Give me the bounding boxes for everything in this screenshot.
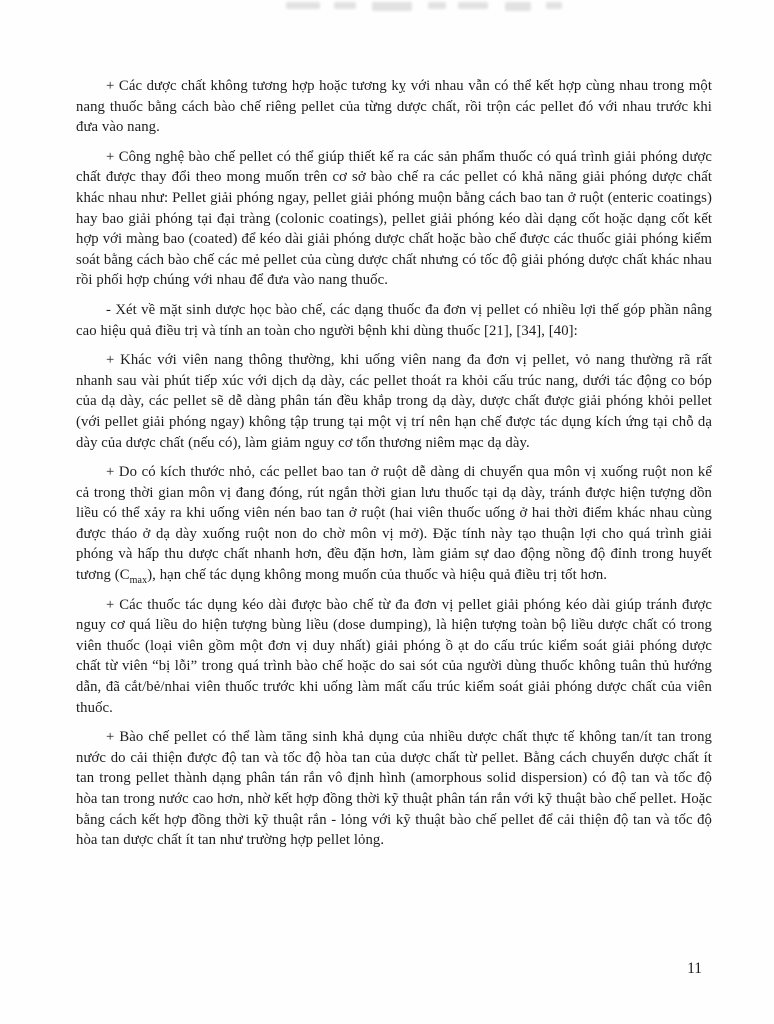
paragraph-release-design: + Công nghệ bào chế pellet có thể giúp thiết kế ra các sản phẩm thuốc có quá trình giải phóng dược chất được thay đổi theo mong muốn trên cơ sở bào chế ra các pellet có khả năng giải phóng dược chất khác nhau như: Pellet giải phóng ngay, pellet giải phóng muộn bằng cách bao tan ở ruột (enteric coatings) hay bao giải phóng tại đại tràng (colonic coatings), pellet giải phóng kéo dài dạng cốt hoặc dạng cốt kết hợp với màng bao (coated) để kéo dài giải phóng dược chất hoặc bào chế được các thuốc giải phóng kiểm soát bằng cách bào chế các mẻ pellet của cùng dược chất nhưng có tốc độ giải phóng dược chất khác nhau rồi phối hợp chúng với nhau để đưa vào nang thuốc.: [76, 148, 712, 289]
cmax-subscript: max: [129, 575, 148, 586]
paragraph-gastric-emptying: [76, 462, 712, 586]
paragraph-incompatible-drugs: + Các dược chất không tương hợp hoặc tương kỵ với nhau vẫn có thể kết hợp cùng nhau trong một nang thuốc bằng cách bào chế riêng pellet của từng dược chất, rồi trộn các pellet đó với nhau trước khi đưa vào nang.: [76, 78, 712, 136]
scan-artifact: [0, 0, 774, 14]
page-number: 11: [687, 960, 702, 977]
paragraph-gastric-emptying-text: + Do có kích thước nhỏ, các pellet bao tan ở ruột dễ dàng di chuyển qua môn vị xuống ruột non kể cả trong thời gian môn vị đang đóng, rút ngắn thời gian lưu thuốc tại dạ dày, tránh được hiện tượng dồn liều có thể xảy ra khi uống viên nén bao tan ở ruột (hai viên thuốc uống ở hai thời điểm khác nhau cùng được tháo ở dạ dày xuống ruột non do chờ môn vị mở). Đặc tính này tạo thuận lợi cho quá trình giải phóng và hấp thu dược chất nhanh hơn, đều đặn hơn, làm giảm sự dao động nồng độ đỉnh trong huyết tương (C: [76, 464, 712, 584]
paragraph-capsule-dispersion: + Khác với viên nang thông thường, khi uống viên nang đa đơn vị pellet, vỏ nang thường rã rất nhanh sau vài phút tiếp xúc với dịch dạ dày, các pellet thoát ra khỏi cấu trúc nang, dưới tác động co bóp của dạ dày, các pellet sẽ dễ dàng phân tán đều khắp trong dạ dày, dược chất được giải phóng khỏi pellet (với pellet giải phóng ngay) không tập trung tại một vị trí nên hạn chế được tác dụng kích ứng tại chỗ dạ dày của dược chất (nếu có), làm giảm nguy cơ tổn thương niêm mạc dạ dày.: [76, 352, 712, 451]
paragraph-gastric-emptying-text-end: ), hạn chế tác dụng không mong muốn của thuốc và hiệu quả điều trị tốt hơn.: [147, 567, 608, 584]
paragraph-dose-dumping: + Các thuốc tác dụng kéo dài được bào chế từ đa đơn vị pellet giải phóng kéo dài giúp tránh được nguy cơ quá liều do hiện tượng bùng liều (dose dumping), là hiện tượng toàn bộ liều dược chất có trong viên thuốc (loại viên gồm một đơn vị duy nhất) giải phóng ồ ạt do cấu trúc kiểm soát giải phóng dược chất từ viên “bị lỗi” trong quá trình bào chế hoặc do sai sót của người dùng thuốc không tuân thủ hướng dẫn, đã cắt/bẻ/nhai viên thuốc trước khi uống làm mất cấu trúc kiểm soát giải phóng dược chất của viên thuốc.: [76, 596, 712, 716]
text-column: [76, 76, 712, 860]
paragraph-biopharmaceutics-intro: - Xét về mặt sinh dược học bào chế, các dạng thuốc đa đơn vị pellet có nhiều lợi thế góp phần nâng cao hiệu quả điều trị và tính an toàn cho người bệnh khi dùng thuốc [21], [34], [40]:: [76, 301, 712, 339]
paragraph-bioavailability: + Bào chế pellet có thể làm tăng sinh khả dụng của nhiều dược chất thực tế không tan/ít tan trong nước do cải thiện được độ tan và tốc độ hòa tan của dược chất từ pellet. Bằng cách chuyển dược chất ít tan trong pellet thành dạng phân tán rắn vô định hình (amorphous solid dispersion) có độ tan và tốc độ hòa tan trong nước cao hơn, nhờ kết hợp đồng thời kỹ thuật phân tán rắn với kỹ thuật bào chế pellet. Hoặc bằng cách kết hợp đồng thời kỹ thuật rắn - lỏng với kỹ thuật bào chế pellet để cải thiện độ tan và tốc độ hòa tan dược chất ít tan như trường hợp pellet lỏng.: [76, 729, 712, 849]
